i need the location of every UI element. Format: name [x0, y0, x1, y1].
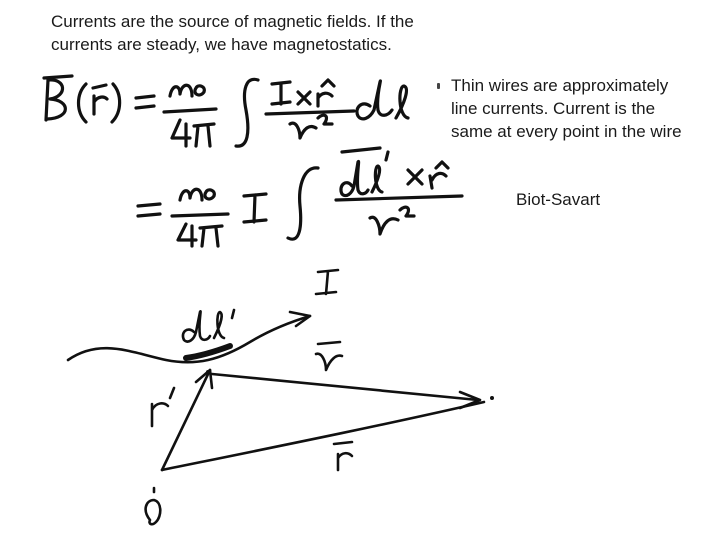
source-position-vector	[162, 370, 210, 470]
field-position-vector	[162, 402, 484, 470]
intro-line: Currents are the source of magnetic fields. If the	[51, 12, 414, 31]
equation-line-2	[138, 148, 462, 246]
intro-line: currents are steady, we have magnetostatics.	[51, 35, 392, 54]
equation-line-1	[44, 76, 408, 146]
origin-label	[146, 500, 161, 524]
separation-vector	[212, 374, 478, 400]
wire-diagram	[68, 270, 494, 524]
note-line: same at every point in the wire	[451, 122, 682, 141]
note-line: Thin wires are approximately	[451, 76, 669, 95]
law-name-label: Biot-Savart	[516, 190, 601, 209]
note-line: line currents. Current is the	[451, 99, 656, 118]
